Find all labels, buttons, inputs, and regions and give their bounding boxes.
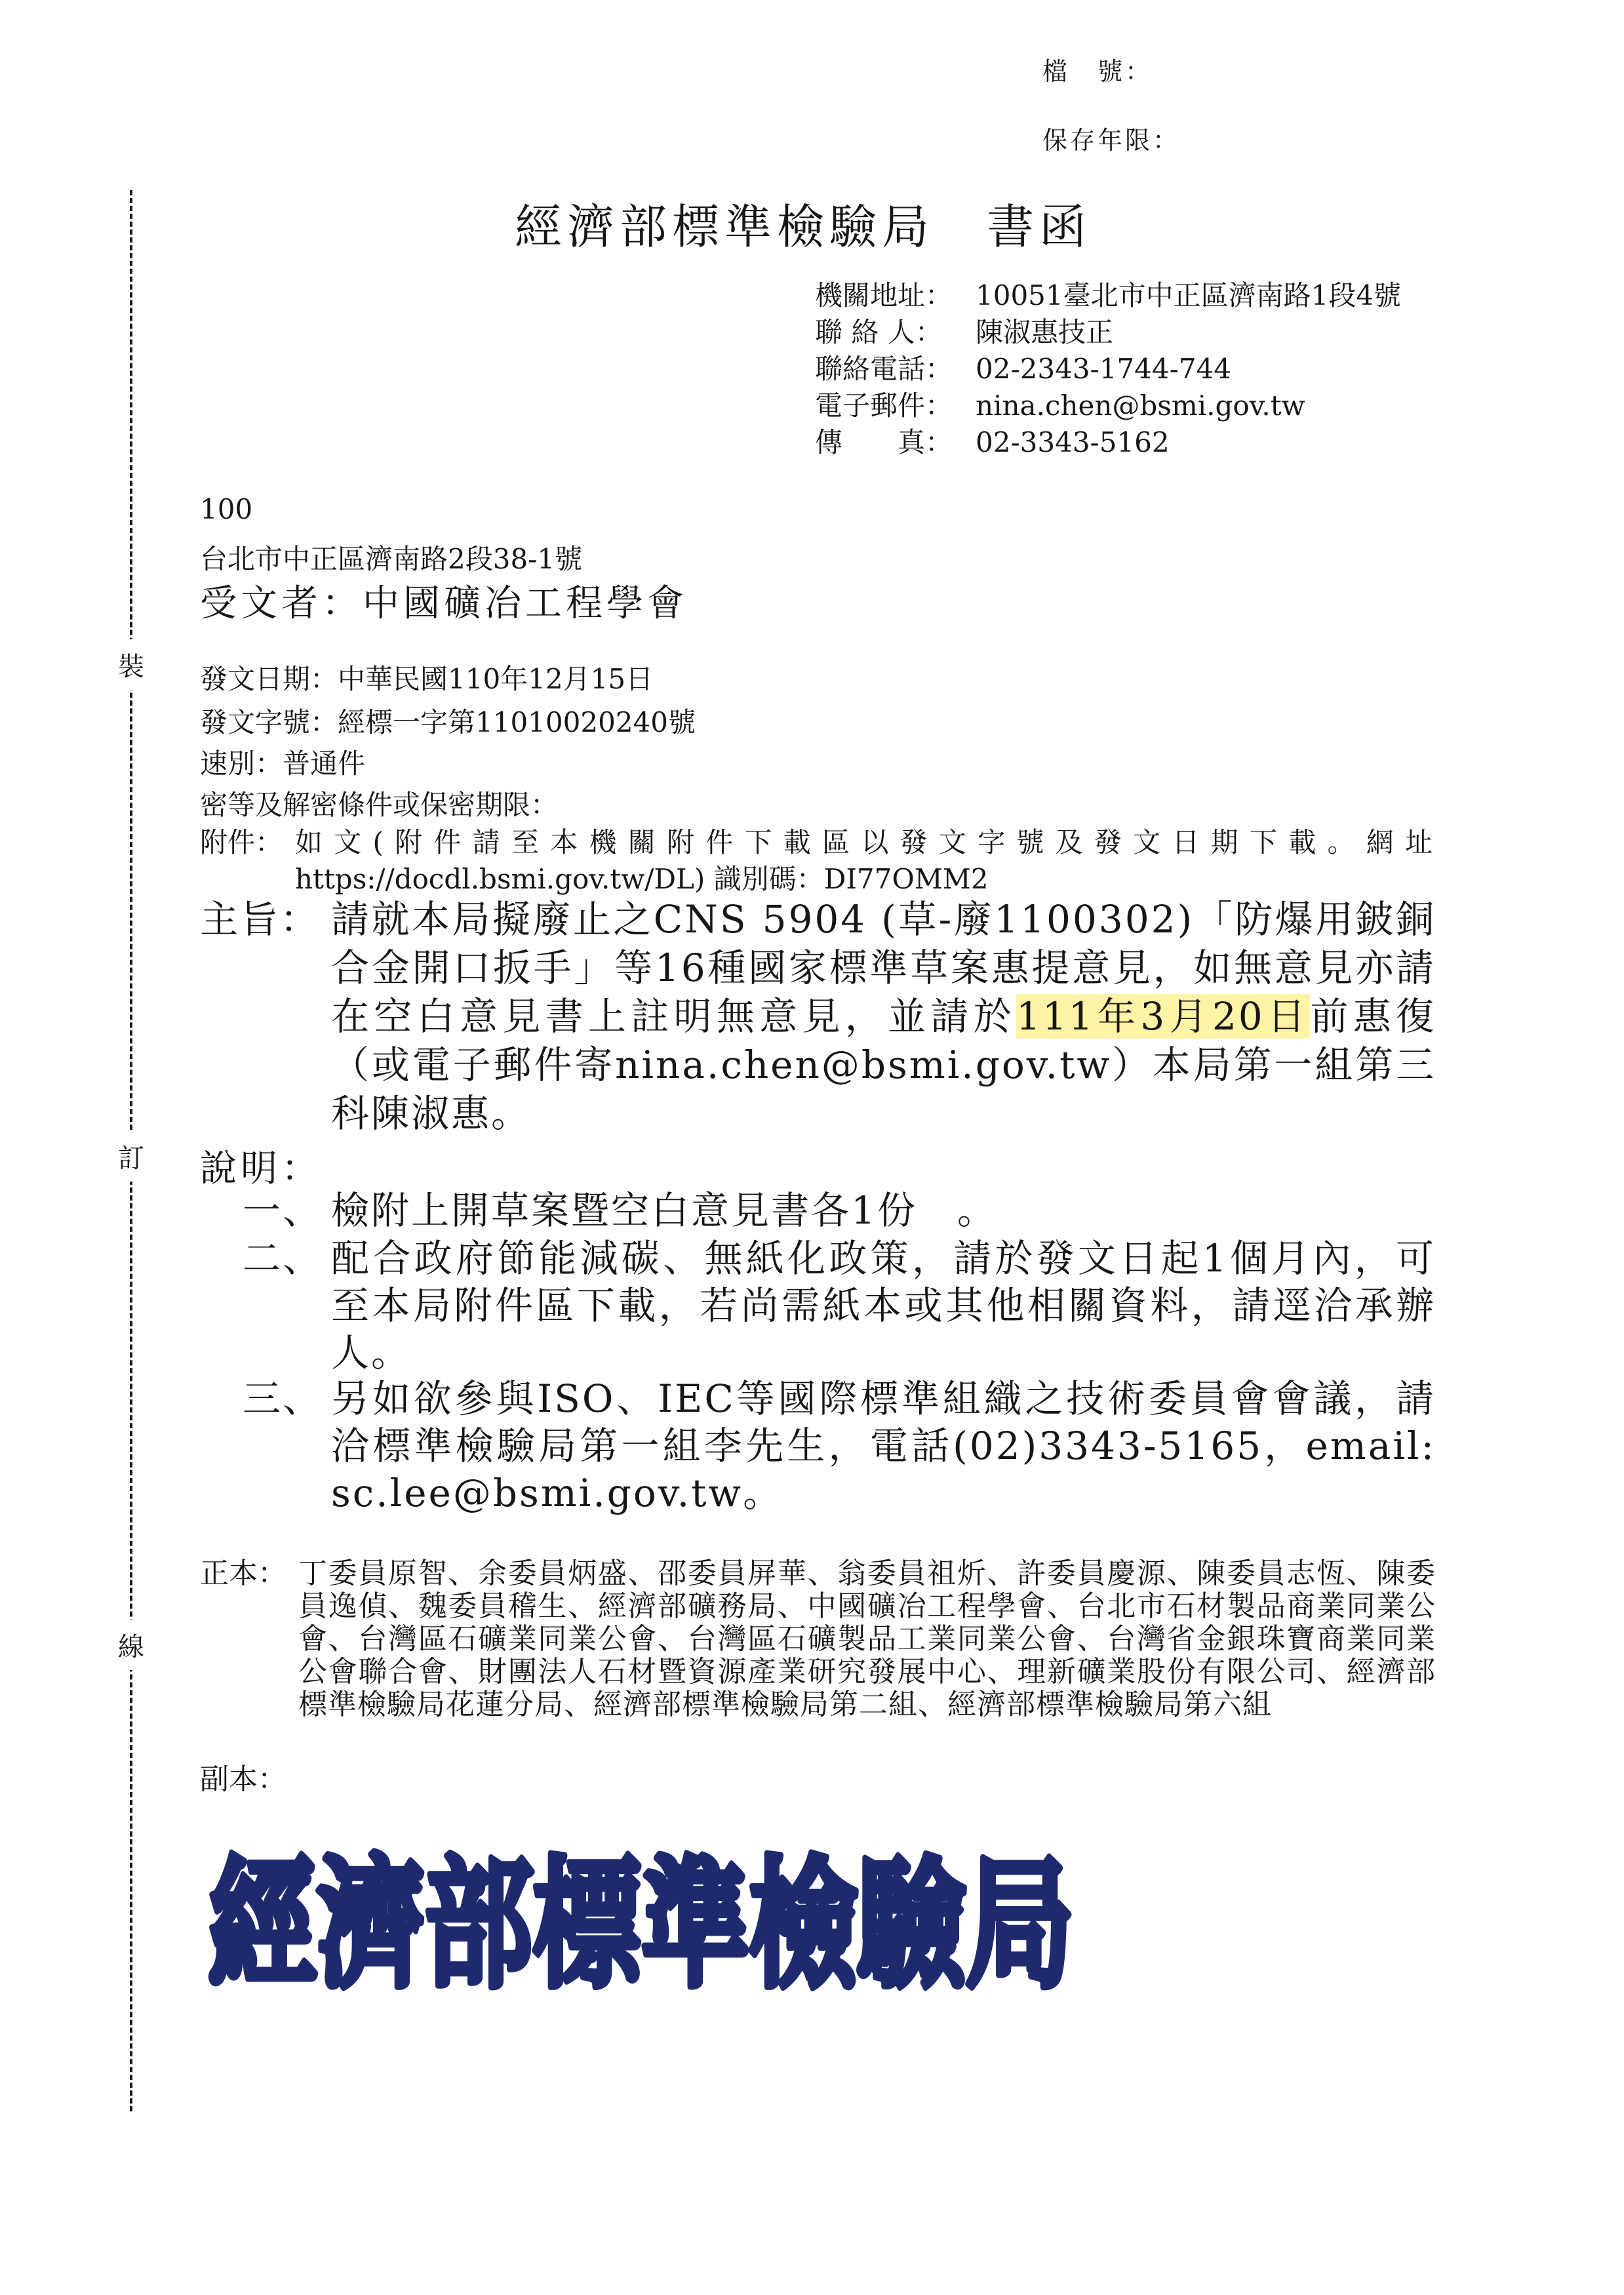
- org-address-row: [815, 274, 1401, 313]
- explanation-item-3: [243, 1375, 1436, 1517]
- binding-char-1: 裝: [111, 639, 151, 690]
- subject-text-after: 前惠復（或電子郵件寄nina.chen@bsmi.gov.tw）本局第一組第三科陳淑惠。: [331, 994, 1436, 1136]
- recipient-postal-code: 100: [200, 493, 253, 525]
- document-title: 經濟部標準檢驗局 書函: [515, 199, 1092, 254]
- subject-deadline-highlight: 111年3月20日: [1016, 994, 1311, 1039]
- subject-label: 主旨：: [200, 897, 321, 942]
- org-contact-row: [815, 311, 1113, 350]
- org-phone: 02-2343-1744-744: [976, 353, 1231, 385]
- subject-block: [200, 895, 1436, 1138]
- explanation-item-2-num: 二、: [243, 1236, 323, 1281]
- explanation-item-2-text: 配合政府節能減碳、無紙化政策，請於發文日起1個月內，可至本局附件區下載，若尚需紙本或其他相關資料，請逕洽承辦人。: [331, 1236, 1436, 1375]
- attachment-label: 附件：: [200, 826, 283, 858]
- org-contact: 陳淑惠技正: [976, 316, 1114, 348]
- doc-no-label: 發文字號：: [200, 706, 338, 738]
- org-address-label: 機關地址：: [815, 279, 953, 311]
- file-number-label: 檔 號：: [1042, 57, 1153, 86]
- org-address: 10051臺北市中正區濟南路1段4號: [976, 279, 1402, 311]
- binding-char-3: 線: [111, 1620, 151, 1670]
- copy-recipients-label: 副本：: [200, 1763, 287, 1796]
- org-fax-row: [815, 421, 1170, 460]
- attachment-block: [200, 824, 1433, 898]
- doc-no-value: 經標一字第11010020240號: [338, 706, 696, 738]
- main-recipients-label: 正本：: [200, 1557, 287, 1590]
- explanation-item-1: [243, 1187, 1436, 1234]
- date-row: [200, 658, 653, 697]
- explanation-item-2: [243, 1235, 1436, 1376]
- org-phone-label: 聯絡電話：: [815, 353, 953, 385]
- recipient-label: 受文者：: [200, 582, 363, 625]
- explanation-item-1-text: 檢附上開草案暨空白意見書各1份 。: [331, 1188, 997, 1233]
- subject-text-before: 請就本局擬廢止之CNS 5904 (草-廢1100302)「防爆用鈹銅合金開口扳手」等16種國家標準草案惠提意見，如無意見亦請在空白意見書上註明無意見，並請於: [331, 897, 1436, 1039]
- recipient-address: 台北市中正區濟南路2段38-1號: [200, 543, 583, 575]
- agency-seal-stamp: [208, 1836, 1080, 2006]
- doc-no-row: [200, 701, 696, 740]
- distribution-block: [200, 1557, 1436, 1721]
- org-email[interactable]: nina.chen@bsmi.gov.tw: [976, 389, 1305, 422]
- explanation-item-3-text: 另如欲參與ISO、IEC等國際標準組織之技術委員會會議，請洽標準檢驗局第一組李先生，電話(02)3343-5165，email: sc.lee@bsmi.gov.tw。: [331, 1376, 1436, 1515]
- retention-label: 保存年限：: [1042, 126, 1181, 155]
- speed-row: [200, 742, 365, 782]
- org-phone-row: [815, 348, 1231, 387]
- main-recipients-list: 丁委員原智、余委員炳盛、邵委員屏華、翁委員祖炘、許委員慶源、陳委員志恆、陳委員逸偵、魏委員稽生、經濟部礦務局、中國礦冶工程學會、台北市石材製品商業同業公會、台灣區石礦業同業公會、台灣區石礦製品工業同業公會、台灣省金銀珠寶商業同業公會聯合會、財團法人石材暨資源產業研究發展中心、理新礦業股份有限公司、經濟部標準檢驗局花蓮分局、經濟部標準檢驗局第二組、經濟部標準檢驗局第六組: [298, 1557, 1436, 1721]
- recipient-name: 中國礦冶工程學會: [363, 582, 688, 625]
- date-value: 中華民國110年12月15日: [338, 663, 654, 695]
- explanation-title: 說明：: [200, 1148, 322, 1190]
- secrecy-label: 密等及解密條件或保密期限：: [200, 789, 559, 821]
- subject-text: [331, 895, 1436, 1138]
- binding-char-2: 訂: [111, 1131, 151, 1182]
- org-fax-label: 傳 真：: [815, 426, 953, 458]
- explanation-item-3-num: 三、: [243, 1376, 323, 1421]
- explanation-item-1-num: 一、: [243, 1188, 323, 1233]
- attachment-text: 如文(附件請至本機關附件下載區以發文字號及發文日期下載。網址https://docdl.bsmi.gov.tw/DL) 識別碼：DI77OMM2: [295, 826, 1433, 895]
- speed-label: 速別：: [200, 748, 283, 780]
- org-email-row: [815, 384, 1305, 424]
- org-fax: 02-3343-5162: [976, 426, 1170, 458]
- org-email-label: 電子郵件：: [815, 389, 953, 422]
- agency-seal-text: 經濟部標準檢驗局: [208, 1843, 1074, 2007]
- date-label: 發文日期：: [200, 663, 338, 695]
- speed-value: 普通件: [283, 748, 366, 780]
- org-contact-label: 聯 絡 人：: [815, 316, 943, 348]
- recipient-row: [200, 574, 688, 627]
